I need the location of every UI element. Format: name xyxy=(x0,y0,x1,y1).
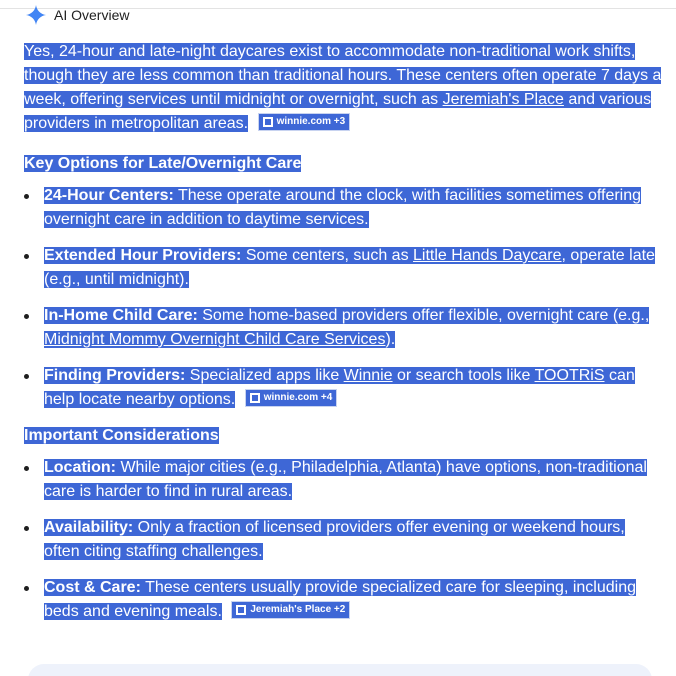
source-favicon-icon xyxy=(236,605,246,615)
source-chip-label: winnie.com +4 xyxy=(263,392,333,403)
item-text: Some home-based providers offer flexible, overnight care (e.g., xyxy=(197,307,650,324)
item-text: Only a fraction of licensed providers offer evening or weekend hours, often citing staffing challenges. xyxy=(44,519,625,560)
key-options-list xyxy=(24,184,664,412)
item-text: Some centers, such as xyxy=(241,247,414,264)
item-text: Specialized apps like xyxy=(185,367,344,384)
selected-text xyxy=(44,247,655,288)
item-title: Location: xyxy=(44,459,116,476)
source-chip[interactable] xyxy=(232,602,349,618)
ai-overview-title: AI Overview xyxy=(54,7,130,23)
intro-text-end: and various providers in metropolitan areas. xyxy=(24,91,652,132)
link-tootris[interactable]: TOOTRiS xyxy=(534,367,605,384)
link-winnie[interactable]: Winnie xyxy=(343,367,393,384)
list-item xyxy=(24,304,664,352)
item-text-end: can help locate nearby options. xyxy=(44,367,635,408)
selected-text xyxy=(44,519,625,560)
item-text-end: , operate late (e.g., until midnight). xyxy=(44,247,655,288)
considerations-list xyxy=(24,456,664,624)
heading-text: Key Options for Late/Overnight Care xyxy=(24,155,302,172)
link-jeremiahs-place[interactable]: Jeremiah's Place xyxy=(442,91,564,108)
selected-text xyxy=(44,307,649,348)
list-item xyxy=(24,244,664,292)
source-chip-label: winnie.com +3 xyxy=(276,116,346,127)
heading-text: Important Considerations xyxy=(24,427,219,444)
list-item xyxy=(24,456,664,504)
item-text: These operate around the clock, with facilities sometimes offering overnight care in addition to daytime services. xyxy=(44,187,642,228)
item-title: Extended Hour Providers: xyxy=(44,247,242,264)
item-title: 24-Hour Centers: xyxy=(44,187,174,204)
item-title: Cost & Care: xyxy=(44,579,141,596)
link-midnight-mommy[interactable]: Midnight Mommy Overnight Child Care Services xyxy=(44,331,386,348)
section-heading-key-options xyxy=(24,152,664,176)
item-text-end: ). xyxy=(385,331,396,348)
item-text: These centers usually provide specialized care for sleeping, including beds and evening meals. xyxy=(44,579,636,620)
item-title: In-Home Child Care: xyxy=(44,307,198,324)
intro-text: Yes, 24-hour and late-night daycares exist to accommodate non-traditional work shifts, though they are less common than traditional hours. These centers often operate 7 days a week, offering services until midnight or overnight, such as xyxy=(24,43,662,108)
item-title: Availability: xyxy=(44,519,134,536)
item-text-mid: or search tools like xyxy=(392,367,535,384)
source-chip[interactable] xyxy=(259,114,350,130)
selected-text xyxy=(44,459,647,500)
bottom-card xyxy=(28,664,652,676)
overview-content xyxy=(24,40,664,636)
selected-text xyxy=(44,367,635,408)
source-favicon-icon xyxy=(263,117,273,127)
selected-text xyxy=(44,187,641,228)
link-little-hands-daycare[interactable]: Little Hands Daycare xyxy=(413,247,562,264)
section-heading-considerations xyxy=(24,424,664,448)
list-item xyxy=(24,364,664,412)
source-favicon-icon xyxy=(250,393,260,403)
item-text: While major cities (e.g., Philadelphia, Atlanta) have options, non-traditional care is harder to find in rural areas. xyxy=(44,459,647,500)
sparkle-icon xyxy=(26,5,46,25)
list-item xyxy=(24,184,664,232)
ai-overview-header xyxy=(26,6,129,24)
source-chip[interactable] xyxy=(246,390,337,406)
intro-paragraph xyxy=(24,40,664,136)
item-title: Finding Providers: xyxy=(44,367,186,384)
list-item xyxy=(24,516,664,564)
list-item xyxy=(24,576,664,624)
source-chip-label: Jeremiah's Place +2 xyxy=(250,604,346,615)
